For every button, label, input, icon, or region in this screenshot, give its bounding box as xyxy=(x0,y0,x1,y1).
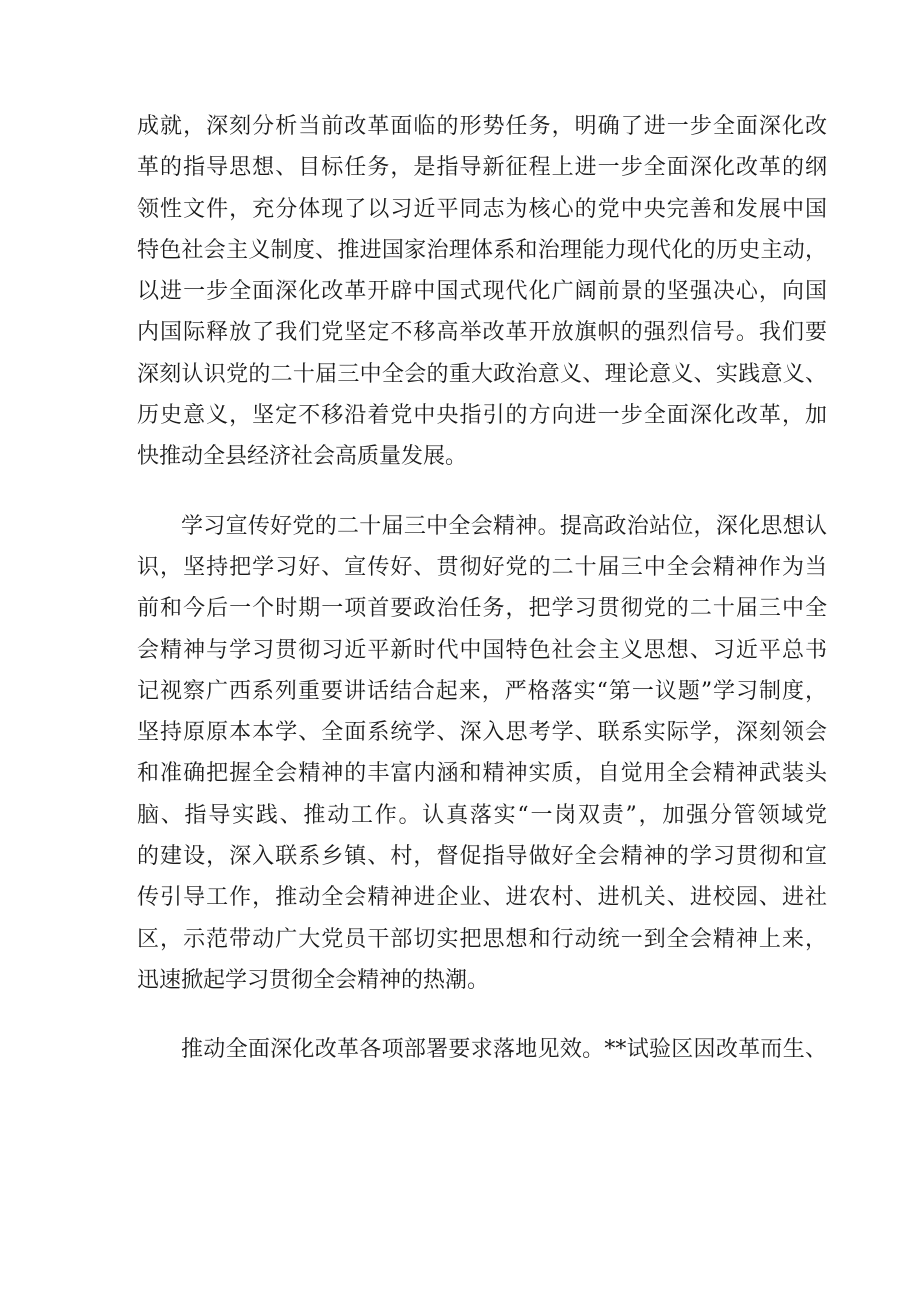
text-line: 记视察广西系列重要讲话结合起来，严格落实“第一议题”学习制度， xyxy=(137,678,827,704)
text-line: 脑、指导实践、推动工作。认真落实“一岗双责”，加强分管领域党 xyxy=(137,802,827,828)
text-line: 前和今后一个时期一项首要政治任务，把学习贯彻党的二十届三中全 xyxy=(137,596,827,622)
text-line: 特色社会主义制度、推进国家治理体系和治理能力现代化的历史主动， xyxy=(137,237,827,263)
paragraph-1 xyxy=(137,106,827,478)
text-line: 历史意义，坚定不移沿着党中央指引的方向进一步全面深化改革，加 xyxy=(137,403,827,429)
text-line: 识，坚持把学习好、宣传好、贯彻好党的二十届三中全会精神作为当 xyxy=(137,554,827,580)
text-line: 传引导工作，推动全会精神进企业、进农村、进机关、进校园、进社 xyxy=(137,885,827,911)
text-line: 和准确把握全会精神的丰富内涵和精神实质，自觉用全会精神武装头 xyxy=(137,761,827,787)
paragraph-3 xyxy=(137,1029,827,1070)
text-line: 学习宣传好党的二十届三中全会精神。提高政治站位，深化思想认 xyxy=(181,513,827,539)
body-text xyxy=(137,106,827,1071)
text-line: 区，示范带动广大党员干部切实把思想和行动统一到全会精神上来， xyxy=(137,926,827,952)
text-line: 领性文件，充分体现了以习近平同志为核心的党中央完善和发展中国 xyxy=(137,196,827,222)
text-line: 会精神与学习贯彻习近平新时代中国特色社会主义思想、习近平总书 xyxy=(137,637,827,663)
text-line: 深刻认识党的二十届三中全会的重大政治意义、理论意义、实践意义、 xyxy=(137,361,827,387)
text-line: 以进一步全面深化改革开辟中国式现代化广阔前景的坚强决心，向国 xyxy=(137,279,827,305)
text-line: 快推动全县经济社会高质量发展。 xyxy=(137,444,468,470)
text-line: 坚持原原本本学、全面系统学、深入思考学、联系实际学，深刻领会 xyxy=(137,720,827,746)
text-line: 的建设，深入联系乡镇、村，督促指导做好全会精神的学习贯彻和宣 xyxy=(137,844,827,870)
paragraph-2 xyxy=(137,506,827,1002)
text-line: 内国际释放了我们党坚定不移高举改革开放旗帜的强烈信号。我们要 xyxy=(137,320,827,346)
text-line: 革的指导思想、目标任务，是指导新征程上进一步全面深化改革的纲 xyxy=(137,155,827,181)
text-line: 成就，深刻分析当前改革面临的形势任务，明确了进一步全面深化改 xyxy=(137,114,827,139)
text-line: 推动全面深化改革各项部署要求落地见效。**试验区因改革而生、 xyxy=(181,1037,827,1063)
text-line: 迅速掀起学习贯彻全会精神的热潮。 xyxy=(137,967,490,993)
